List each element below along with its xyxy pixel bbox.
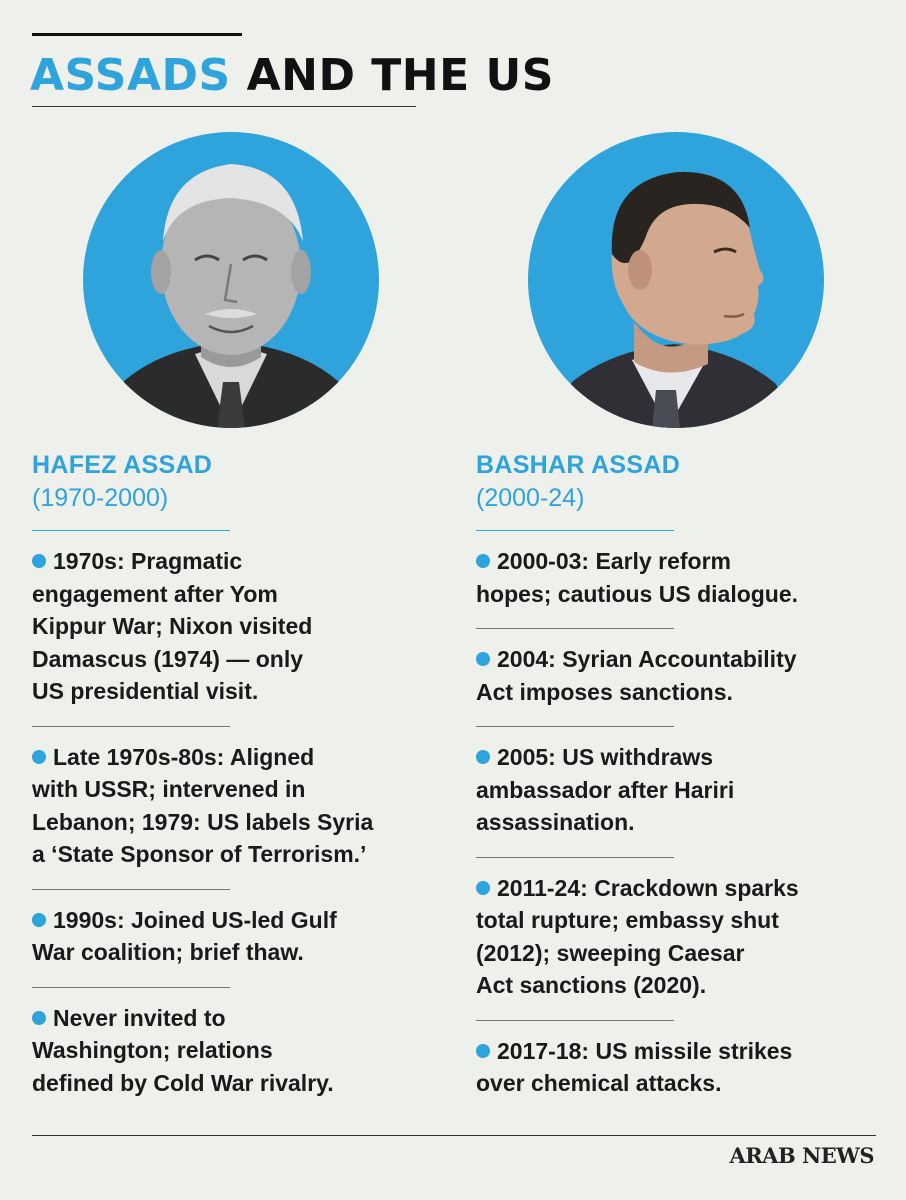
bullet-dot-icon bbox=[476, 750, 490, 764]
hafez-item-late-1970s-80s: Late 1970s-80s: Aligned with USSR; intervened in Lebanon; 1979: US labels Syria a ‘State Sponsor of Terrorism.’ bbox=[32, 743, 374, 867]
top-rule bbox=[32, 33, 242, 36]
bullet-dot-icon bbox=[476, 881, 490, 895]
column-bashar-assad bbox=[476, 448, 876, 1100]
bullet-dot-icon bbox=[32, 1011, 46, 1025]
title-rule bbox=[32, 106, 416, 107]
bashar-item-2000-03: 2000-03: Early reform hopes; cautious US dialogue. bbox=[476, 548, 799, 607]
hafez-years: (1970-2000) bbox=[32, 484, 169, 512]
bashar-item-2004: 2004: Syrian Accountability Act imposes sanctions. bbox=[476, 646, 797, 705]
hafez-item-never-invited: Never invited to Washington; relations defined by Cold War rivalry. bbox=[32, 1004, 334, 1096]
portrait-bashar-illustration bbox=[528, 132, 824, 428]
page-title bbox=[30, 48, 554, 104]
bullet-dot-icon bbox=[476, 554, 490, 568]
bullet-dot-icon bbox=[476, 652, 490, 666]
bullet-dot-icon bbox=[32, 750, 46, 764]
arab-news-logo: ARAB NEWS bbox=[729, 1143, 874, 1168]
column-hafez-assad bbox=[32, 448, 432, 1099]
bullet-dot-icon bbox=[32, 913, 46, 927]
bashar-years: (2000-24) bbox=[476, 484, 585, 512]
bashar-item-2011-24: 2011-24: Crackdown sparks total rupture; embassy shut (2012); sweeping Caesar Act sanctions (2020). bbox=[476, 874, 799, 998]
bottom-rule bbox=[32, 1135, 876, 1136]
bashar-item-2005: 2005: US withdraws ambassador after Hariri assassination. bbox=[476, 744, 735, 835]
portrait-hafez-illustration bbox=[83, 132, 379, 428]
bashar-name: BASHAR ASSAD bbox=[476, 451, 681, 479]
title-rest: AND THE US bbox=[246, 50, 554, 101]
hafez-name: HAFEZ ASSAD bbox=[32, 451, 213, 479]
hafez-item-1990s: 1990s: Joined US-led Gulf War coalition; brief thaw. bbox=[32, 906, 337, 965]
portrait-hafez-assad bbox=[83, 132, 379, 428]
bashar-item-2017-18: 2017-18: US missile strikes over chemical attacks. bbox=[476, 1037, 793, 1096]
hafez-item-1970s: 1970s: Pragmatic engagement after Yom Kippur War; Nixon visited Damascus (1974) — only US presidential visit. bbox=[32, 548, 313, 704]
bullet-dot-icon bbox=[32, 554, 46, 568]
title-accent: ASSADS bbox=[30, 50, 231, 101]
portrait-bashar-assad bbox=[528, 132, 824, 428]
bullet-dot-icon bbox=[476, 1044, 490, 1058]
